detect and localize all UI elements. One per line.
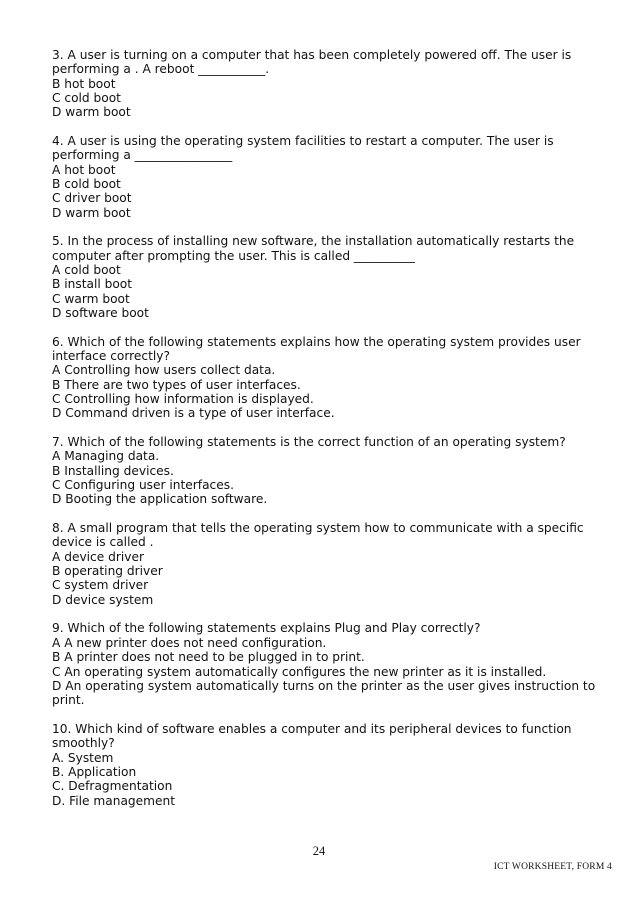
answer-option: C driver boot [52,191,132,206]
answer-option: C warm boot [52,291,130,306]
answer-option: A device driver [52,549,144,564]
question-9 [52,621,597,707]
question-4 [52,134,597,220]
answer-option: D device system [52,592,154,607]
answer-option: C An operating system automatically configures the new printer as it is installed. [52,664,547,679]
question-stem: 7. Which of the following statements is the correct function of an operating system? [52,435,566,450]
answer-option: B operating driver [52,564,163,579]
page-number: 24 [312,844,326,858]
answer-option: C Controlling how information is displayed. [52,392,314,407]
answer-option: B There are two types of user interfaces. [52,377,301,392]
answer-option: C system driver [52,578,149,593]
answer-option: D An operating system automatically turns on the printer as the user gives instruction to print. [52,678,596,708]
answer-option: B hot boot [52,76,116,91]
question-5 [52,234,597,320]
answer-option: B. Application [52,764,137,779]
answer-option: D Booting the application software. [52,492,268,507]
question-8 [52,521,597,607]
answer-option: D. File management [52,793,176,808]
answer-option: A A new printer does not need configuration. [52,635,327,650]
answer-option: A cold boot [52,263,121,278]
question-3 [52,48,597,120]
question-7 [52,435,597,507]
answer-option: D warm boot [52,105,131,120]
answer-option: A Controlling how users collect data. [52,363,276,378]
answer-option: B install boot [52,277,133,292]
answer-option: C. Defragmentation [52,779,173,794]
answer-option: C cold boot [52,91,121,106]
answer-option: B Installing devices. [52,463,174,478]
answer-option: B A printer does not need to be plugged in to print. [52,650,365,665]
answer-option: D Command driven is a type of user interface. [52,406,335,421]
question-10 [52,722,597,808]
answer-option: D software boot [52,306,149,321]
answer-option: A. System [52,750,114,765]
question-stem: 9. Which of the following statements explains Plug and Play correctly? [52,621,481,636]
answer-option: D warm boot [52,205,131,220]
answer-option: A Managing data. [52,449,160,464]
footer-title: ICT WORKSHEET, FORM 4 [493,862,612,872]
answer-option: A hot boot [52,162,116,177]
question-stem: 6. Which of the following statements explains how the operating system provides user interface correctly? [52,334,581,364]
answer-option: B cold boot [52,177,121,192]
worksheet-page [52,48,597,822]
question-stem: 8. A small program that tells the operating system how to communicate with a specific device is called . [52,521,584,550]
question-stem: 3. A user is turning on a computer that has been completely powered off. The user is performing a . A reboot ___________. [52,48,572,77]
question-stem: 4. A user is using the operating system facilities to restart a computer. The user is performing a ________________ [52,134,554,163]
question-stem: 5. In the process of installing new software, the installation automatically restarts the computer after prompting the user. This is called __________ [52,234,575,263]
answer-option: C Configuring user interfaces. [52,478,234,493]
question-stem: 10. Which kind of software enables a computer and its peripheral devices to function smoothly? [52,721,572,751]
question-6 [52,335,597,421]
